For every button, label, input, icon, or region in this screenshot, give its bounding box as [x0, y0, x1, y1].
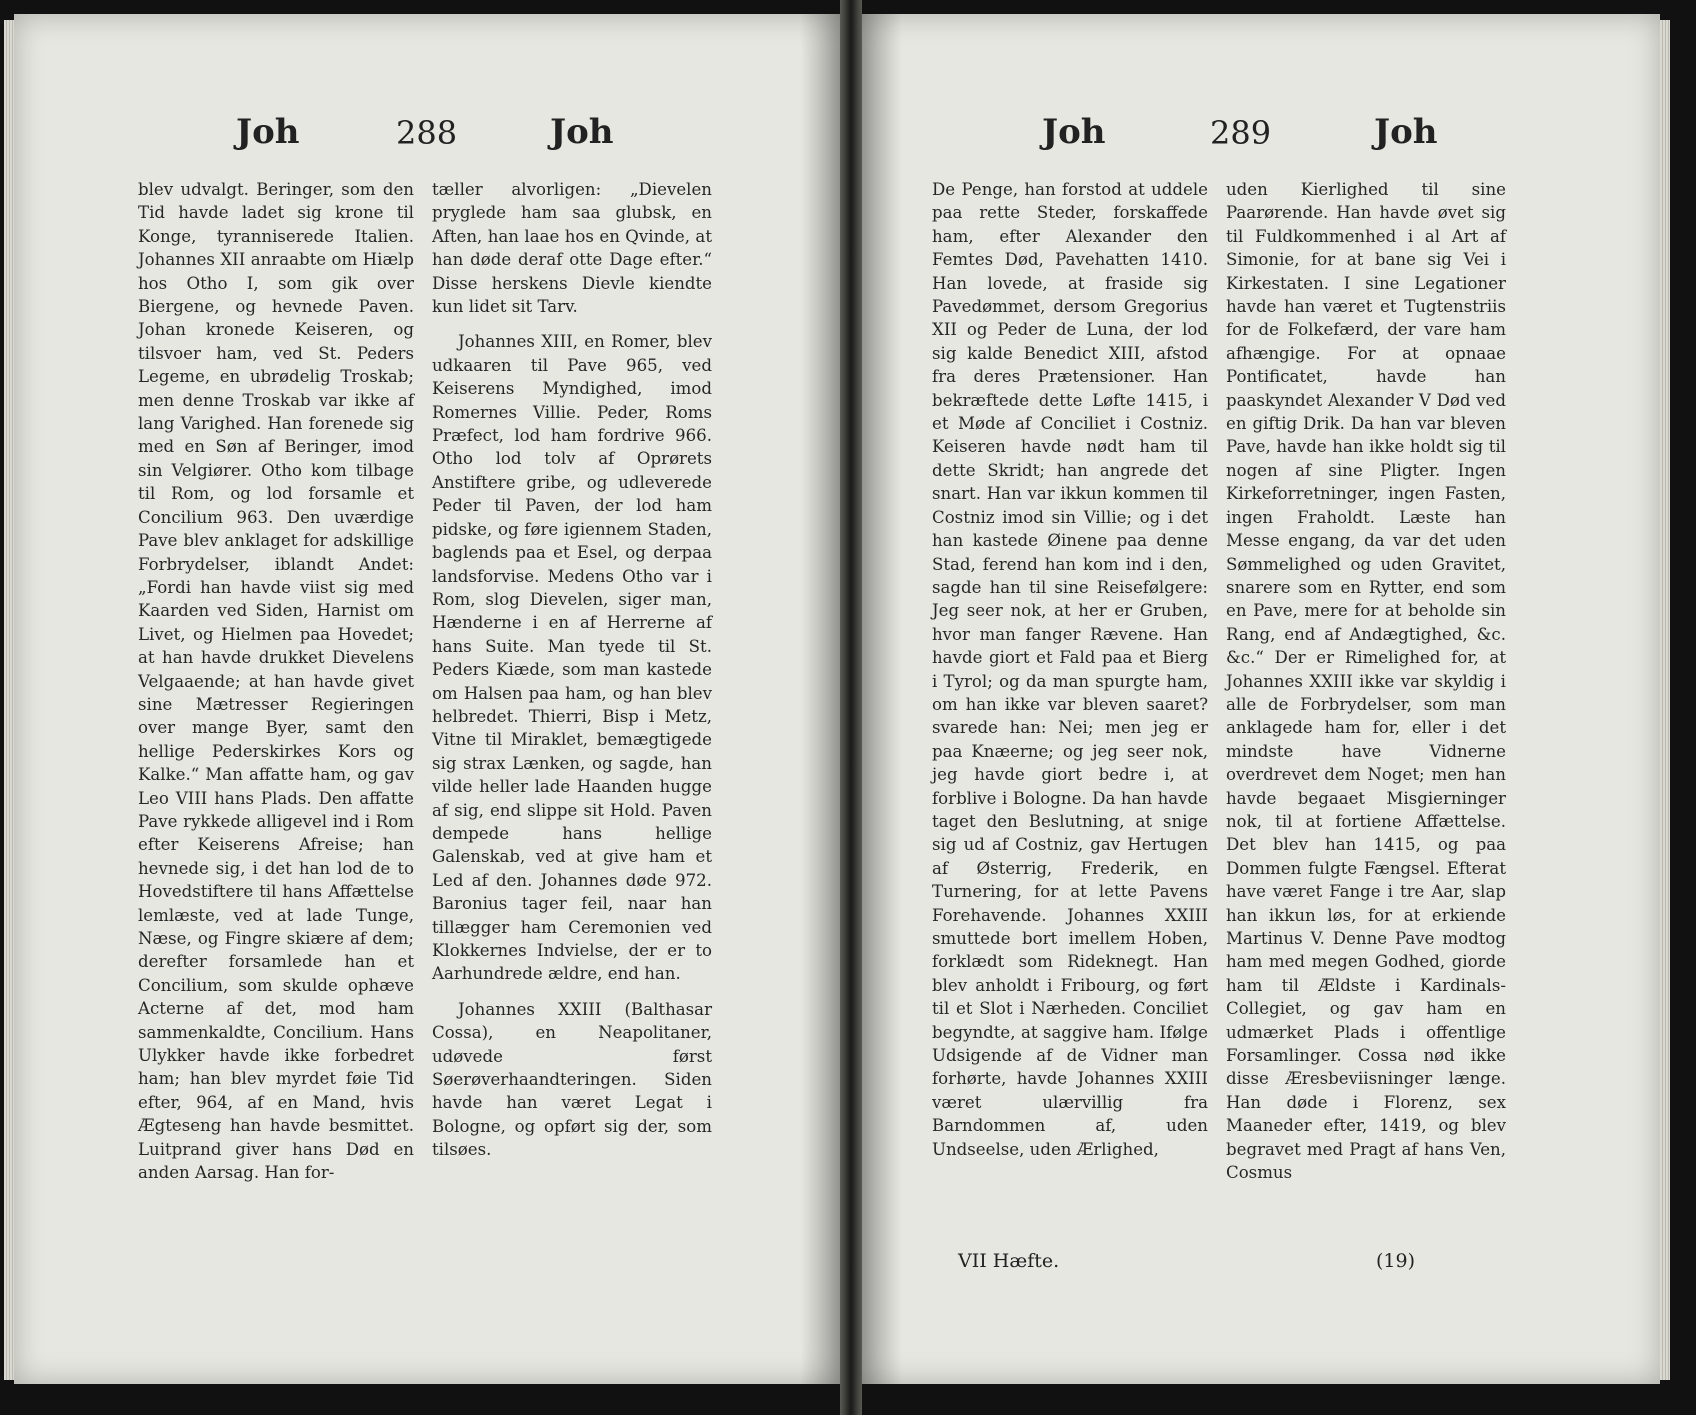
right-running-header [862, 112, 1660, 172]
paragraph: De Penge, han forstod at uddele paa rette Steder, forskaffede ham, efter Alexander den Femtes Død, Pavehatten 1410. Han lovede, at fraside sig Pavedømmet, dersom Gregorius XII og Peder de Luna, der lod sig kalde Benedict XIII, afstod fra deres Prætensioner. Han bekræftede dette Løfte 1415, i et Møde af Conciliet i Costniz. Keiseren havde nødt ham til dette Skridt; han angrede det snart. Han var ikkun kommen til Costniz imod sin Villie; og i det han kastede Øinene paa denne Stad, ferend han kom ind i den, sagde han til sine Reisefølgere: Jeg seer nok, at her er Gruben, hvor man fanger Rævene. Han havde giort et Fald paa et Bierg i Tyrol; og da man spurgte ham, om han ikke var bleven saaret? svarede han: Nei; men jeg er paa Knæerne; og jeg seer nok, jeg havde giort bedre i, at forblive i Bologne. Da han havde taget den Beslutning, at snige sig ud af Costniz, gav Hertugen af Østerrig, Frederik, en Turnering, for at lette Pavens Forehavende. Johannes XXIII smuttede bort imellem Hoben, forklædt som Rideknegt. Han blev anholdt i Fribourg, og ført til et Slot i Nærheden. Conciliet begyndte, at saggive ham. Ifølge Udsigende af de Vidner man forhørte, havde Johannes XXIII været ulærvillig fra Barndommen af, uden Undseelse, uden Ærlighed, [932, 180, 1208, 1159]
paragraph: blev udvalgt. Beringer, som den Tid havde ladet sig krone til Konge, tyranniserede Italien. Johannes XII anraabte om Hiælp hos Otho I, som gik over Biergene, og hevnede Paven. Johan kronede Keiseren, og tilsvoer ham, ved St. Peders Legeme, en ubrødelig Troskab; men denne Troskab var ikke af lang Varighed. Han forenede sig med en Søn af Beringer, imod sin Velgiører. Otho kom tilbage til Rom, og lod forsamle et Concilium 963. Den uværdige Pave blev anklaget for adskillige Forbrydelser, iblandt Andet: „Fordi han havde viist sig med Kaarden ved Siden, Harnist om Livet, og Hielmen paa Hovedet; at han havde drukket Dievelens Velgaaende; at han havde givet sine Mætresser Regieringen over mange Byer, samt den hellige Pederskirkes Kors og Kalke.“ Man affatte ham, og gav Leo VIII hans Plads. Den affatte Pave rykkede alligevel ind i Rom efter Keiserens Afreise; han hevnede sig, i det han lod de to Hovedstiftere til hans Affættelse lemlæste, ved at lade Tunge, Næse, og Fingre skiære af dem; derefter forsamlede han et Concilium, som skulde ophæve Acterne af det, mod ham sammenkaldte, Concilium. Hans Ulykker havde ikke forbedret ham; han blev myrdet føie Tid efter, 964, af en Mand, hvis Ægteseng han havde besmittet. Luitprand giver hans Død en anden Aarsag. Han for- [138, 180, 414, 1183]
left-page-edge [4, 20, 14, 1380]
right-headword-right: Joh [1374, 112, 1438, 152]
paragraph: Johannes XXIII (Balthasar Cossa), en Neapolitaner, udøvede først Søerøverhaandteringen. Siden havde han været Legat i Bologne, og opført sig der, som tilsøes. [432, 999, 712, 1160]
paragraph: tæller alvorligen: „Dievelen pryglede ham saa glubsk, en Aften, han laae hos en Qvinde, at han døde deraf otte Dage efter.“ Disse herskens Dievle kiendte kun lidet sit Tarv. [432, 180, 712, 317]
left-column-1 [138, 178, 414, 1184]
right-page-edge [1660, 20, 1670, 1380]
left-column-2 [432, 178, 712, 1162]
left-page-number: 288 [396, 114, 458, 152]
right-page-number: 289 [1210, 114, 1272, 152]
left-headword-right: Joh [550, 112, 614, 152]
left-running-header [14, 112, 840, 172]
right-column-1 [932, 178, 1208, 1161]
left-page [14, 14, 840, 1384]
right-headword-left: Joh [1042, 112, 1106, 152]
right-column-2 [1226, 178, 1506, 1184]
gathering-number: (19) [1376, 1250, 1416, 1272]
signature-mark: VII Hæfte. [958, 1250, 1060, 1272]
right-page [862, 14, 1660, 1384]
left-headword-left: Joh [236, 112, 300, 152]
book-gutter [840, 0, 862, 1415]
paragraph: Johannes XIII, en Romer, blev udkaaren til Pave 965, ved Keiserens Myndighed, imod Romernes Villie. Peder, Roms Præfect, lod ham fordrive 966. Otho lod tolv af Oprørets Anstiftere gribe, og udleverede Peder til Paven, der lod ham pidske, og føre igiennem Staden, baglends paa et Esel, og derpaa landsforvise. Medens Otho var i Rom, slog Dievelen, siger man, Hænderne i en af Herrerne af hans Suite. Man tyede til St. Peders Kiæde, som man kastede om Halsen paa ham, og han blev helbredet. Thierri, Bisp i Metz, Vitne til Miraklet, bemægtigede sig strax Lænken, og sagde, han vilde heller lade Haanden hugge af sig, end slippe sit Hold. Paven dempede hans hellige Galenskab, ved at give ham et Led af den. Johannes døde 972. Baronius tager feil, naar han tillægger ham Ceremonien ved Klokkernes Indvielse, der er to Aarhundrede ældre, end han. [432, 332, 712, 984]
paragraph: uden Kierlighed til sine Paarørende. Han havde øvet sig til Fuldkommenhed i al Art af Simonie, for at bane sig Vei i Kirkestaten. I sine Legationer havde han været et Tugtenstriis for de Folkefærd, der vare ham afhængige. For at opnaae Pontificatet, havde han paaskyndet Alexander V Død ved en giftig Drik. Da han var bleven Pave, havde han ikke holdt sig til nogen af sine Pligter. Ingen Kirkeforretninger, ingen Fasten, ingen Fraholdt. Læste han Messe engang, da var det uden Sømmelighed og uden Gravitet, snarere som en Rytter, end som en Pave, mere for at beholde sin Rang, end af Andægtighed, &c. &c.“ Der er Rimelighed for, at Johannes XXIII ikke var skyldig i alle de Forbrydelser, som man anklagede ham for, eller i det mindste have Vidnerne overdrevet dem Noget; men han havde begaaet Misgierninger nok, til at fortiene Affættelse. Det blev han 1415, og paa Dommen fulgte Fængsel. Efterat have været Fange i tre Aar, slap han ikkun løs, for at erkiende Martinus V. Denne Pave modtog ham med megen Godhed, giorde ham til Ældste i Kardinals-Collegiet, og gav ham en udmærket Plads i offentlige Forsamlinger. Cossa nød ikke disse Æresbeviisninger længe. Han døde i Florenz, sex Maaneder efter, 1419, og blev begravet med Pragt af hans Ven, Cosmus [1226, 180, 1506, 1183]
